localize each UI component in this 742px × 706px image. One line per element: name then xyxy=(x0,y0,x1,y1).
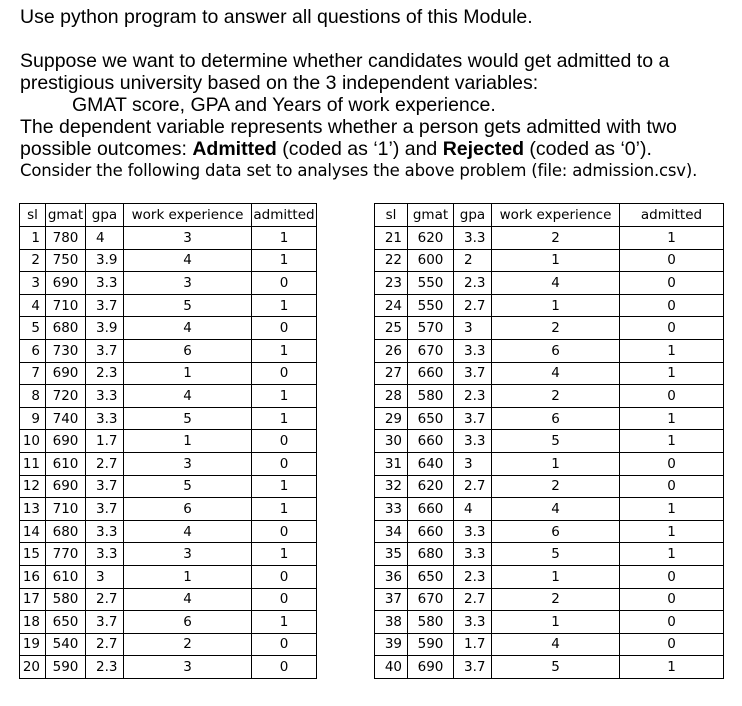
cell-sl: 37 xyxy=(375,588,408,611)
cell-sl: 39 xyxy=(375,633,408,656)
cell-gpa: 3.3 xyxy=(86,272,124,295)
cell-gmat: 620 xyxy=(408,475,454,498)
cell-admitted: 0 xyxy=(252,656,317,679)
cell-gpa: 3.3 xyxy=(86,543,124,566)
admission-table-right xyxy=(374,203,724,679)
table-row xyxy=(375,588,724,611)
cell-gmat: 540 xyxy=(46,633,86,656)
cell-gpa: 3.7 xyxy=(86,339,124,362)
cell-work-experience: 1 xyxy=(492,249,620,272)
cell-sl: 38 xyxy=(375,611,408,634)
cell-sl: 9 xyxy=(20,407,46,430)
table-row xyxy=(20,588,317,611)
cell-sl: 18 xyxy=(20,611,46,634)
cell-gmat: 590 xyxy=(408,633,454,656)
cell-admitted: 0 xyxy=(620,565,724,588)
cell-admitted: 1 xyxy=(620,430,724,453)
cell-work-experience: 5 xyxy=(124,475,252,498)
table-row xyxy=(20,430,317,453)
header-gpa: gpa xyxy=(86,204,124,227)
cell-gmat: 670 xyxy=(408,588,454,611)
cell-gpa: 1.7 xyxy=(454,633,492,656)
cell-sl: 30 xyxy=(375,430,408,453)
cell-gmat: 690 xyxy=(46,272,86,295)
table-row xyxy=(375,543,724,566)
cell-work-experience: 1 xyxy=(492,452,620,475)
header-work-experience: work experience xyxy=(492,204,620,227)
cell-gpa: 3.3 xyxy=(454,339,492,362)
cell-sl: 3 xyxy=(20,272,46,295)
cell-work-experience: 1 xyxy=(492,611,620,634)
cell-gmat: 710 xyxy=(46,498,86,521)
table-row xyxy=(20,452,317,475)
cell-work-experience: 5 xyxy=(124,407,252,430)
header-gmat: gmat xyxy=(408,204,454,227)
cell-sl: 8 xyxy=(20,385,46,408)
cell-work-experience: 4 xyxy=(492,362,620,385)
cell-admitted: 0 xyxy=(252,633,317,656)
cell-gmat: 640 xyxy=(408,452,454,475)
cell-gmat: 720 xyxy=(46,385,86,408)
cell-admitted: 0 xyxy=(620,633,724,656)
cell-gpa: 3.3 xyxy=(86,385,124,408)
cell-work-experience: 1 xyxy=(124,565,252,588)
cell-admitted: 0 xyxy=(252,272,317,295)
cell-gpa: 3.9 xyxy=(86,249,124,272)
cell-gmat: 690 xyxy=(46,475,86,498)
cell-gmat: 670 xyxy=(408,339,454,362)
cell-work-experience: 6 xyxy=(124,498,252,521)
cell-gmat: 600 xyxy=(408,249,454,272)
cell-sl: 19 xyxy=(20,633,46,656)
cell-gmat: 780 xyxy=(46,227,86,250)
table-row xyxy=(20,407,317,430)
cell-sl: 28 xyxy=(375,385,408,408)
cell-gpa: 3.3 xyxy=(454,430,492,453)
table-row xyxy=(375,565,724,588)
cell-gmat: 570 xyxy=(408,317,454,340)
table-row xyxy=(375,520,724,543)
cell-admitted: 0 xyxy=(620,294,724,317)
cell-work-experience: 4 xyxy=(124,317,252,340)
header-sl: sl xyxy=(20,204,46,227)
cell-work-experience: 2 xyxy=(492,475,620,498)
cell-gpa: 3 xyxy=(86,565,124,588)
cell-gmat: 690 xyxy=(408,656,454,679)
table-row xyxy=(20,611,317,634)
table-row xyxy=(375,498,724,521)
cell-sl: 6 xyxy=(20,339,46,362)
cell-work-experience: 4 xyxy=(492,633,620,656)
cell-sl: 31 xyxy=(375,452,408,475)
cell-sl: 25 xyxy=(375,317,408,340)
cell-admitted: 1 xyxy=(620,227,724,250)
header-gmat: gmat xyxy=(46,204,86,227)
table-row xyxy=(20,565,317,588)
cell-work-experience: 4 xyxy=(124,588,252,611)
cell-admitted: 1 xyxy=(252,611,317,634)
cell-work-experience: 4 xyxy=(124,520,252,543)
table-row xyxy=(375,339,724,362)
cell-gmat: 680 xyxy=(46,520,86,543)
cell-work-experience: 1 xyxy=(124,430,252,453)
table-row xyxy=(20,317,317,340)
cell-gpa: 2.7 xyxy=(86,452,124,475)
cell-work-experience: 6 xyxy=(492,407,620,430)
cell-admitted: 0 xyxy=(252,520,317,543)
cell-gpa: 2.7 xyxy=(454,294,492,317)
cell-gpa: 3.7 xyxy=(454,362,492,385)
cell-gpa: 2.7 xyxy=(454,475,492,498)
rejected-label: Rejected xyxy=(442,138,524,160)
dependent-variable-description xyxy=(20,116,735,160)
cell-gpa: 3.7 xyxy=(454,656,492,679)
table-row xyxy=(20,475,317,498)
table-row xyxy=(20,633,317,656)
header-admitted: admitted xyxy=(620,204,724,227)
table-header-row xyxy=(20,204,317,227)
table-row xyxy=(375,633,724,656)
cell-admitted: 1 xyxy=(620,498,724,521)
cell-admitted: 1 xyxy=(620,543,724,566)
cell-admitted: 0 xyxy=(620,452,724,475)
cell-gpa: 3.7 xyxy=(86,498,124,521)
cell-gpa: 2.3 xyxy=(86,362,124,385)
cell-sl: 7 xyxy=(20,362,46,385)
cell-gpa: 2.7 xyxy=(86,633,124,656)
cell-sl: 24 xyxy=(375,294,408,317)
cell-gpa: 4 xyxy=(454,498,492,521)
cell-gmat: 610 xyxy=(46,452,86,475)
cell-sl: 35 xyxy=(375,543,408,566)
admitted-label: Admitted xyxy=(192,138,277,160)
cell-work-experience: 1 xyxy=(492,294,620,317)
cell-admitted: 1 xyxy=(252,385,317,408)
cell-gmat: 660 xyxy=(408,498,454,521)
cell-admitted: 1 xyxy=(252,294,317,317)
cell-gpa: 1.7 xyxy=(86,430,124,453)
cell-sl: 4 xyxy=(20,294,46,317)
cell-gmat: 550 xyxy=(408,294,454,317)
cell-admitted: 1 xyxy=(620,407,724,430)
table-row xyxy=(20,249,317,272)
cell-work-experience: 3 xyxy=(124,543,252,566)
cell-work-experience: 2 xyxy=(492,317,620,340)
cell-admitted: 0 xyxy=(252,430,317,453)
cell-gmat: 750 xyxy=(46,249,86,272)
table-row xyxy=(375,362,724,385)
table-row xyxy=(375,611,724,634)
cell-gmat: 580 xyxy=(408,385,454,408)
cell-gpa: 3 xyxy=(454,317,492,340)
cell-gpa: 3.3 xyxy=(86,407,124,430)
dependent-text-pre: The dependent variable represents whether a person gets admitted with two possible outcomes: xyxy=(20,116,677,160)
cell-gmat: 650 xyxy=(408,565,454,588)
cell-gmat: 680 xyxy=(46,317,86,340)
cell-gmat: 590 xyxy=(46,656,86,679)
cell-gpa: 2 xyxy=(454,249,492,272)
cell-admitted: 0 xyxy=(252,588,317,611)
problem-statement: Suppose we want to determine whether candidates would get admitted to a prestigious university based on the 3 independent variables: xyxy=(20,50,670,94)
cell-gpa: 3.3 xyxy=(454,543,492,566)
cell-sl: 21 xyxy=(375,227,408,250)
cell-gmat: 650 xyxy=(46,611,86,634)
table-row xyxy=(375,407,724,430)
cell-sl: 2 xyxy=(20,249,46,272)
cell-admitted: 1 xyxy=(252,227,317,250)
cell-gmat: 710 xyxy=(46,294,86,317)
cell-work-experience: 6 xyxy=(492,520,620,543)
cell-gpa: 2.3 xyxy=(454,565,492,588)
cell-admitted: 0 xyxy=(252,565,317,588)
cell-work-experience: 3 xyxy=(124,227,252,250)
cell-admitted: 1 xyxy=(252,407,317,430)
cell-gmat: 680 xyxy=(408,543,454,566)
cell-admitted: 1 xyxy=(252,249,317,272)
cell-gpa: 3.3 xyxy=(454,611,492,634)
cell-gpa: 2.7 xyxy=(86,588,124,611)
cell-admitted: 1 xyxy=(620,339,724,362)
cell-work-experience: 2 xyxy=(124,633,252,656)
cell-sl: 32 xyxy=(375,475,408,498)
spacer xyxy=(20,28,735,50)
dependent-text-post: (coded as ‘0’). xyxy=(524,138,652,160)
cell-sl: 40 xyxy=(375,656,408,679)
cell-work-experience: 4 xyxy=(492,272,620,295)
table-row xyxy=(20,520,317,543)
cell-work-experience: 4 xyxy=(124,249,252,272)
cell-sl: 23 xyxy=(375,272,408,295)
cell-admitted: 0 xyxy=(252,317,317,340)
cell-sl: 29 xyxy=(375,407,408,430)
cell-work-experience: 2 xyxy=(492,227,620,250)
table-row xyxy=(20,227,317,250)
table-row xyxy=(20,543,317,566)
cell-work-experience: 3 xyxy=(124,272,252,295)
cell-gmat: 660 xyxy=(408,362,454,385)
cell-gpa: 2.7 xyxy=(454,588,492,611)
cell-work-experience: 6 xyxy=(124,339,252,362)
cell-admitted: 1 xyxy=(252,543,317,566)
header-sl: sl xyxy=(375,204,408,227)
cell-gmat: 690 xyxy=(46,430,86,453)
cell-admitted: 0 xyxy=(252,362,317,385)
cell-gmat: 730 xyxy=(46,339,86,362)
cell-admitted: 0 xyxy=(620,249,724,272)
cell-work-experience: 4 xyxy=(492,498,620,521)
cell-gpa: 3.7 xyxy=(86,294,124,317)
cell-admitted: 1 xyxy=(620,520,724,543)
table-row xyxy=(375,452,724,475)
cell-sl: 12 xyxy=(20,475,46,498)
cell-gmat: 660 xyxy=(408,430,454,453)
cell-admitted: 0 xyxy=(252,452,317,475)
cell-sl: 26 xyxy=(375,339,408,362)
cell-admitted: 0 xyxy=(620,588,724,611)
cell-gmat: 620 xyxy=(408,227,454,250)
cell-admitted: 1 xyxy=(620,362,724,385)
cell-sl: 33 xyxy=(375,498,408,521)
cell-gmat: 610 xyxy=(46,565,86,588)
cell-sl: 14 xyxy=(20,520,46,543)
table-row xyxy=(375,430,724,453)
cell-work-experience: 5 xyxy=(492,656,620,679)
cell-gpa: 3.3 xyxy=(86,520,124,543)
cell-admitted: 0 xyxy=(620,475,724,498)
cell-admitted: 1 xyxy=(252,339,317,362)
cell-admitted: 1 xyxy=(252,498,317,521)
cell-gmat: 580 xyxy=(408,611,454,634)
table-row xyxy=(375,272,724,295)
table-row xyxy=(375,385,724,408)
cell-gpa: 2.3 xyxy=(86,656,124,679)
cell-gpa: 3.3 xyxy=(454,227,492,250)
cell-gpa: 2.3 xyxy=(454,272,492,295)
cell-gpa: 3.9 xyxy=(86,317,124,340)
cell-work-experience: 5 xyxy=(124,294,252,317)
cell-work-experience: 5 xyxy=(492,543,620,566)
table-row xyxy=(20,385,317,408)
admission-table-left xyxy=(19,203,317,679)
cell-gpa: 3 xyxy=(454,452,492,475)
cell-gmat: 550 xyxy=(408,272,454,295)
table-row xyxy=(375,249,724,272)
cell-sl: 16 xyxy=(20,565,46,588)
cell-admitted: 0 xyxy=(620,385,724,408)
cell-work-experience: 1 xyxy=(124,362,252,385)
cell-work-experience: 1 xyxy=(492,565,620,588)
cell-gmat: 650 xyxy=(408,407,454,430)
table-row xyxy=(375,294,724,317)
table-row xyxy=(20,294,317,317)
table-header-row xyxy=(375,204,724,227)
cell-sl: 34 xyxy=(375,520,408,543)
module-instructions xyxy=(20,6,735,182)
table-row xyxy=(375,317,724,340)
dataset-instruction: Consider the following data set to analyses the above problem (file: admission.csv). xyxy=(20,161,698,180)
cell-work-experience: 6 xyxy=(492,339,620,362)
cell-gpa: 3.3 xyxy=(454,520,492,543)
cell-sl: 36 xyxy=(375,565,408,588)
cell-gpa: 3.7 xyxy=(86,475,124,498)
cell-sl: 13 xyxy=(20,498,46,521)
cell-gmat: 770 xyxy=(46,543,86,566)
cell-gmat: 580 xyxy=(46,588,86,611)
cell-gmat: 740 xyxy=(46,407,86,430)
cell-work-experience: 3 xyxy=(124,656,252,679)
cell-gpa: 3.7 xyxy=(454,407,492,430)
cell-gmat: 660 xyxy=(408,520,454,543)
table-row xyxy=(20,656,317,679)
cell-admitted: 0 xyxy=(620,611,724,634)
cell-admitted: 0 xyxy=(620,272,724,295)
cell-admitted: 0 xyxy=(620,317,724,340)
cell-work-experience: 5 xyxy=(492,430,620,453)
cell-sl: 20 xyxy=(20,656,46,679)
cell-sl: 5 xyxy=(20,317,46,340)
table-row xyxy=(20,362,317,385)
cell-work-experience: 2 xyxy=(492,385,620,408)
table-row xyxy=(375,475,724,498)
table-row xyxy=(20,498,317,521)
cell-admitted: 1 xyxy=(620,656,724,679)
cell-admitted: 1 xyxy=(252,475,317,498)
independent-variables: GMAT score, GPA and Years of work experience. xyxy=(72,94,496,116)
cell-work-experience: 4 xyxy=(124,385,252,408)
cell-gpa: 4 xyxy=(86,227,124,250)
table-row xyxy=(20,339,317,362)
cell-sl: 17 xyxy=(20,588,46,611)
cell-gpa: 2.3 xyxy=(454,385,492,408)
cell-gpa: 3.7 xyxy=(86,611,124,634)
cell-sl: 10 xyxy=(20,430,46,453)
cell-sl: 15 xyxy=(20,543,46,566)
dependent-text-mid: (coded as ‘1’) and xyxy=(276,138,443,160)
cell-sl: 11 xyxy=(20,452,46,475)
header-work-experience: work experience xyxy=(124,204,252,227)
table-row xyxy=(20,272,317,295)
python-instruction: Use python program to answer all questions of this Module. xyxy=(20,6,533,28)
cell-work-experience: 6 xyxy=(124,611,252,634)
cell-work-experience: 2 xyxy=(492,588,620,611)
table-row xyxy=(375,227,724,250)
cell-work-experience: 3 xyxy=(124,452,252,475)
header-admitted: admitted xyxy=(252,204,317,227)
cell-sl: 22 xyxy=(375,249,408,272)
cell-sl: 1 xyxy=(20,227,46,250)
table-row xyxy=(375,656,724,679)
cell-sl: 27 xyxy=(375,362,408,385)
header-gpa: gpa xyxy=(454,204,492,227)
cell-gmat: 690 xyxy=(46,362,86,385)
